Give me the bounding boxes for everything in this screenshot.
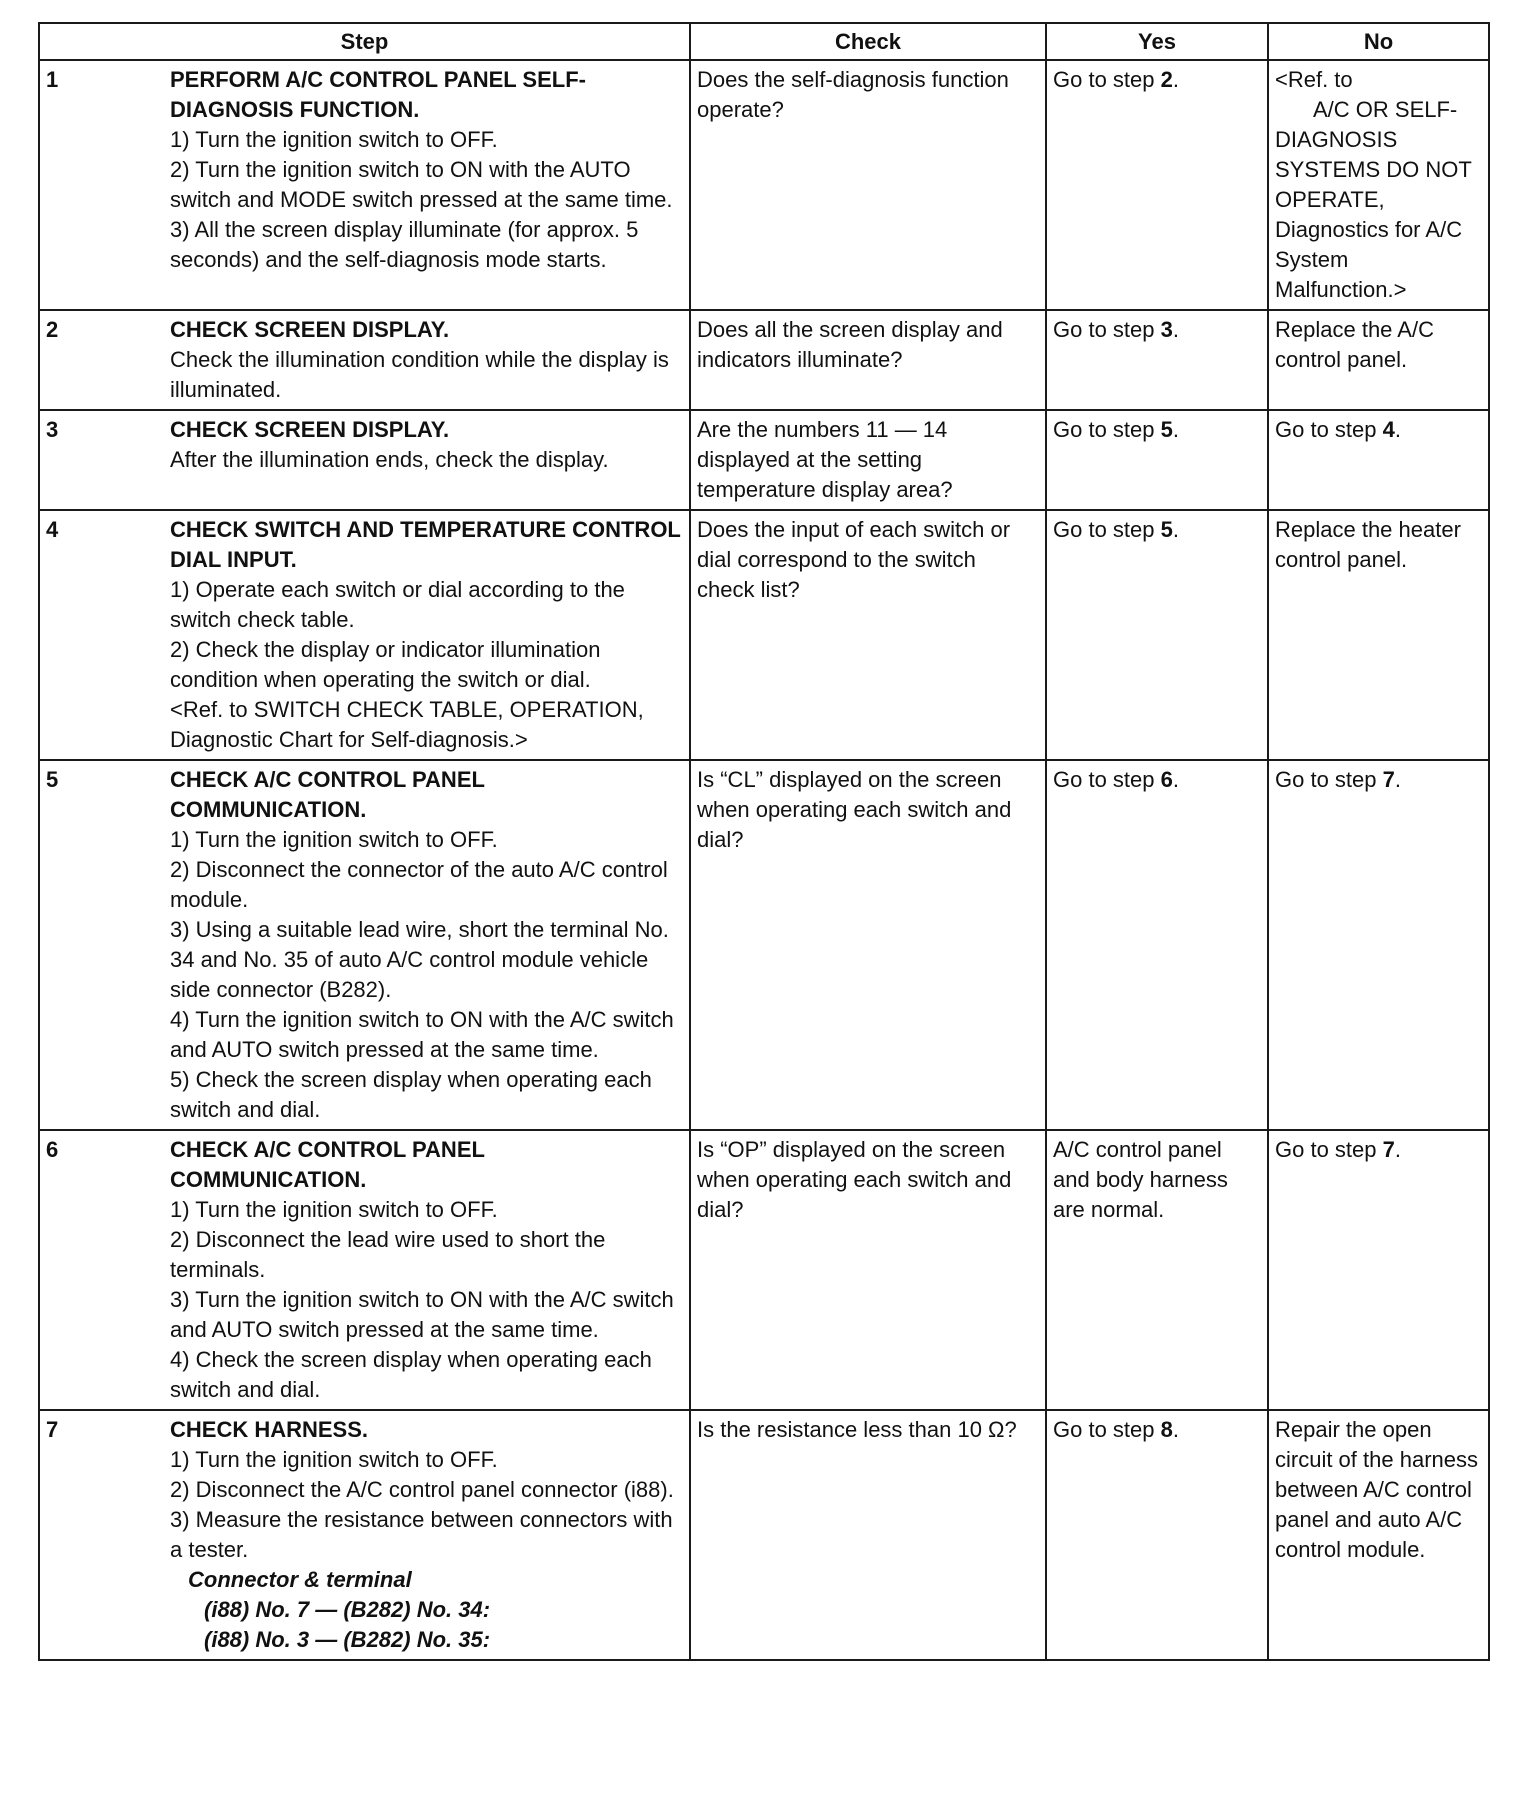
no-text: A/C OR SELF-DIAGNOSIS SYSTEMS DO NOT OPERATE, Diagnostics for A/C System Malfunction.> (1275, 97, 1472, 302)
yes-step-ref: 5 (1160, 517, 1173, 542)
no-prefix: Go to step (1275, 767, 1383, 792)
step-title: CHECK SCREEN DISPLAY. (170, 417, 450, 442)
yes-suffix: . (1172, 317, 1179, 342)
step-line: 3) Turn the ignition switch to ON with the A/C switch and AUTO switch pressed at the same time. (170, 1287, 674, 1342)
yes-step-ref: 6 (1160, 767, 1173, 792)
yes-prefix: Go to step (1053, 767, 1161, 792)
yes-prefix: Go to step (1053, 517, 1161, 542)
step-cell (164, 310, 690, 410)
check-cell: Is “OP” displayed on the screen when operating each switch and dial? (690, 1130, 1046, 1410)
yes-suffix: . (1172, 767, 1179, 792)
step-title: PERFORM A/C CONTROL PANEL SELF-DIAGNOSIS FUNCTION. (170, 67, 586, 122)
step-cell (164, 1410, 690, 1660)
step-number: 2 (39, 310, 164, 410)
yes-cell: A/C control panel and body harness are normal. (1046, 1130, 1268, 1410)
header-row (39, 23, 1489, 60)
yes-step-ref: 8 (1160, 1417, 1173, 1442)
table-row (39, 510, 1489, 760)
step-line: 1) Turn the ignition switch to OFF. (170, 1447, 498, 1472)
no-suffix: . (1394, 417, 1401, 442)
yes-prefix: Go to step (1053, 317, 1161, 342)
step-line: 5) Check the screen display when operating each switch and dial. (170, 1067, 652, 1122)
step-line: 2) Check the display or indicator illumination condition when operating the switch or dial. (170, 637, 601, 692)
check-cell: Is the resistance less than 10 Ω? (690, 1410, 1046, 1660)
table-row (39, 310, 1489, 410)
step-number: 1 (39, 60, 164, 310)
yes-prefix: Go to step (1053, 67, 1161, 92)
step-title: CHECK HARNESS. (170, 1417, 369, 1442)
yes-step-ref: 5 (1160, 417, 1173, 442)
step-line: 2) Disconnect the connector of the auto A/C control module. (170, 857, 668, 912)
table-row (39, 1130, 1489, 1410)
spec-item: (i88) No. 7 — (B282) No. 34: (204, 1597, 491, 1622)
check-cell: Does all the screen display and indicators illuminate? (690, 310, 1046, 410)
yes-suffix: . (1172, 517, 1179, 542)
step-cell (164, 760, 690, 1130)
no-cell: Repair the open circuit of the harness between A/C control panel and auto A/C control module. (1268, 1410, 1489, 1660)
step-line: 4) Turn the ignition switch to ON with the A/C switch and AUTO switch pressed at the same time. (170, 1007, 674, 1062)
step-line: After the illumination ends, check the display. (170, 447, 609, 472)
yes-cell (1046, 60, 1268, 310)
no-cell: Replace the heater control panel. (1268, 510, 1489, 760)
no-cell (1268, 760, 1489, 1130)
no-suffix: . (1394, 1137, 1401, 1162)
step-title: CHECK SCREEN DISPLAY. (170, 317, 450, 342)
yes-cell (1046, 410, 1268, 510)
check-cell: Are the numbers 11 — 14 displayed at the setting temperature display area? (690, 410, 1046, 510)
check-cell: Does the self-diagnosis function operate? (690, 60, 1046, 310)
diagnostic-table (38, 22, 1490, 1661)
step-number: 4 (39, 510, 164, 760)
no-cell: Replace the A/C control panel. (1268, 310, 1489, 410)
step-line: 2) Disconnect the A/C control panel connector (i88). (170, 1477, 674, 1502)
step-cell (164, 410, 690, 510)
header-step: Step (39, 23, 690, 60)
step-number: 3 (39, 410, 164, 510)
step-number: 5 (39, 760, 164, 1130)
yes-cell (1046, 510, 1268, 760)
no-step-ref: 7 (1382, 1137, 1395, 1162)
step-line: 1) Turn the ignition switch to OFF. (170, 1197, 498, 1222)
step-line: 2) Turn the ignition switch to ON with the AUTO switch and MODE switch pressed at the same time. (170, 157, 673, 212)
table-row (39, 1410, 1489, 1660)
header-yes: Yes (1046, 23, 1268, 60)
step-line: 3) All the screen display illuminate (for approx. 5 seconds) and the self-diagnosis mode starts. (170, 217, 639, 272)
check-cell: Is “CL” displayed on the screen when operating each switch and dial? (690, 760, 1046, 1130)
no-ref: <Ref. to (1275, 67, 1353, 92)
no-suffix: . (1394, 767, 1401, 792)
step-line: 3) Measure the resistance between connectors with a tester. (170, 1507, 673, 1562)
yes-step-ref: 2 (1160, 67, 1173, 92)
no-cell (1268, 410, 1489, 510)
step-title: CHECK A/C CONTROL PANEL COMMUNICATION. (170, 767, 485, 822)
step-title: CHECK SWITCH AND TEMPERATURE CONTROL DIAL INPUT. (170, 517, 681, 572)
step-ref-line: <Ref. to SWITCH CHECK TABLE, OPERATION, Diagnostic Chart for Self-diagnosis.> (170, 697, 644, 752)
no-step-ref: 4 (1382, 417, 1395, 442)
yes-suffix: . (1172, 1417, 1179, 1442)
step-line: 4) Check the screen display when operating each switch and dial. (170, 1347, 652, 1402)
no-cell (1268, 60, 1489, 310)
header-check: Check (690, 23, 1046, 60)
step-line: 1) Turn the ignition switch to OFF. (170, 827, 498, 852)
step-number: 6 (39, 1130, 164, 1410)
header-no: No (1268, 23, 1489, 60)
yes-cell (1046, 760, 1268, 1130)
yes-suffix: . (1172, 67, 1179, 92)
step-line: 1) Turn the ignition switch to OFF. (170, 127, 498, 152)
step-number: 7 (39, 1410, 164, 1660)
no-prefix: Go to step (1275, 417, 1383, 442)
step-cell (164, 60, 690, 310)
step-cell (164, 1130, 690, 1410)
table-row (39, 410, 1489, 510)
check-cell: Does the input of each switch or dial correspond to the switch check list? (690, 510, 1046, 760)
yes-cell (1046, 1410, 1268, 1660)
yes-cell (1046, 310, 1268, 410)
no-cell (1268, 1130, 1489, 1410)
spec-item: (i88) No. 3 — (B282) No. 35: (204, 1627, 491, 1652)
yes-suffix: . (1172, 417, 1179, 442)
step-line: 2) Disconnect the lead wire used to short the terminals. (170, 1227, 606, 1282)
step-line: 1) Operate each switch or dial according to the switch check table. (170, 577, 625, 632)
yes-prefix: Go to step (1053, 1417, 1161, 1442)
table-row (39, 60, 1489, 310)
step-cell (164, 510, 690, 760)
yes-step-ref: 3 (1160, 317, 1173, 342)
no-prefix: Go to step (1275, 1137, 1383, 1162)
yes-prefix: Go to step (1053, 417, 1161, 442)
step-line: 3) Using a suitable lead wire, short the terminal No. 34 and No. 35 of auto A/C control module vehicle side connector (B282). (170, 917, 669, 1002)
spec-heading: Connector & terminal (188, 1567, 412, 1592)
table-row (39, 760, 1489, 1130)
step-title: CHECK A/C CONTROL PANEL COMMUNICATION. (170, 1137, 485, 1192)
no-step-ref: 7 (1382, 767, 1395, 792)
step-line: Check the illumination condition while the display is illuminated. (170, 347, 669, 402)
